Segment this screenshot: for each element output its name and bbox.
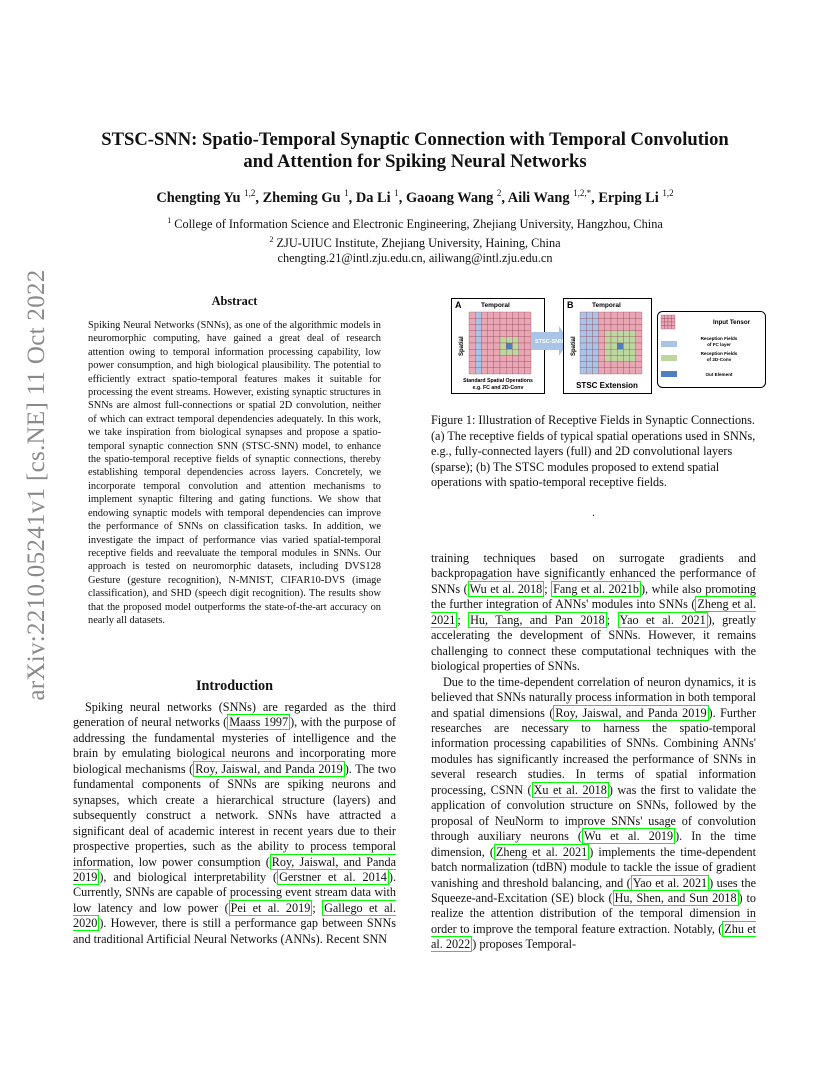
abstract-heading: Abstract — [211, 294, 258, 308]
legend-fc-line-2: of FC layer — [707, 342, 731, 347]
grid-cell — [488, 343, 494, 349]
stray-mark: . — [592, 505, 595, 519]
grid-cell — [617, 318, 623, 324]
author-affiliation-mark: 2 — [496, 188, 502, 198]
grid-cell — [592, 343, 598, 349]
panel-a-spatial-label: Spatial — [459, 336, 465, 356]
grid-cell — [599, 368, 605, 374]
grid-cell — [525, 318, 531, 324]
grid-cell — [512, 355, 518, 361]
panel-a-caption-2: e.g. FC and 2D-Conv — [472, 385, 524, 391]
grid-cell — [525, 331, 531, 337]
grid-cell — [525, 324, 531, 330]
grid-cell — [611, 337, 617, 343]
grid-cell — [481, 324, 487, 330]
grid-cell — [519, 343, 525, 349]
grid-cell — [586, 362, 592, 368]
grid-cell — [611, 312, 617, 318]
grid-cell — [630, 368, 636, 374]
grid-cell — [475, 324, 481, 330]
grid-cell — [605, 337, 611, 343]
grid-cell — [636, 331, 642, 337]
grid-cell — [525, 312, 531, 318]
grid-cell — [475, 318, 481, 324]
grid-cell — [494, 324, 500, 330]
grid-cell — [592, 324, 598, 330]
grid-cell — [481, 355, 487, 361]
grid-cell — [512, 349, 518, 355]
grid-cell — [623, 368, 629, 374]
grid-cell — [580, 355, 586, 361]
citation-link[interactable]: Xu et al. 2018 — [533, 782, 607, 797]
panel-a-caption-1: Standard Spatial Operations — [463, 378, 533, 384]
grid-cell — [636, 368, 642, 374]
author-affiliation-mark: 1 — [394, 188, 399, 198]
grid-cell — [481, 331, 487, 337]
author-name: Gaoang Wang — [405, 189, 494, 206]
grid-cell — [469, 337, 475, 343]
grid-cell — [506, 337, 512, 343]
grid-cell — [500, 324, 506, 330]
introduction-paragraph: Spiking neural networks (SNNs) are regarded as the third generation of neural networks ( Maass 1997 ), with the purpose of addressing the fundamental mysteries of intelligence and the brain by emulating biological neurons and incorporating more biological mechanisms ( Roy, Jaiswal, and Panda 2019 ). The two fundamental components of SNNs are spiking neurons and synapses, which create a hierarchical structure (layers) and subsequently construct a network. SNNs have attracted a significant deal of academic interest in recent years due to their prospective properties, such as the ability to process temporal information, low power consumption ( Roy, Jaiswal, and Panda 2019 ), and biological interpretability ( Gerstner et al. 2014 ). Currently, SNNs are capable of processing event stream data with low latency and low power ( Pei et al. 2019 ; Gallego et al. 2020 ). However, there is still a performance gap between SNNs and traditional Artificial Neural Networks (ANNs). Recent SNN — [73, 700, 396, 946]
grid-cell — [481, 318, 487, 324]
grid-cell — [623, 362, 629, 368]
grid-cell — [617, 312, 623, 318]
grid-cell — [630, 324, 636, 330]
grid-cell — [488, 324, 494, 330]
citation-link[interactable]: Maass 1997 — [229, 715, 289, 730]
grid-cell — [580, 312, 586, 318]
grid-cell — [475, 337, 481, 343]
grid-cell — [630, 337, 636, 343]
grid-cell — [611, 368, 617, 374]
grid-cell — [525, 368, 531, 374]
grid-cell — [469, 312, 475, 318]
grid-cell — [580, 337, 586, 343]
citation-link[interactable]: Fang et al. 2021b — [553, 581, 639, 596]
legend-conv-line-1: Reception Fields — [700, 351, 738, 356]
citation-link[interactable]: Zhu et al. 2022 — [431, 921, 756, 952]
author-list: Chengting Yu $^{1,2}$, Zheming Gu $^1$, Da Li $^1$, Gaoang Wang $^2$, Aili Wang $^{1,2,*}$, Erping Li $^{1,2}$ — [156, 188, 674, 206]
grid-cell — [488, 355, 494, 361]
title-line-1: STSC-SNN: Spatio-Temporal Synaptic Connection with Temporal Convolution — [101, 129, 729, 150]
panel-b-letter: B — [567, 300, 574, 310]
author-name: Chengting Yu — [156, 189, 241, 206]
grid-cell — [636, 343, 642, 349]
grid-cell — [661, 326, 665, 330]
legend-out-label: Out Element — [705, 372, 733, 377]
grid-cell — [623, 337, 629, 343]
grid-cell — [592, 312, 598, 318]
grid-cell — [605, 318, 611, 324]
arrow-label: STSC-SNN — [534, 339, 564, 345]
citation-link[interactable]: Yao et al. 2021 — [619, 612, 706, 627]
legend-conv-swatch — [661, 355, 677, 361]
grid-cell — [469, 362, 475, 368]
grid-cell — [668, 322, 672, 326]
grid-cell — [617, 368, 623, 374]
author-name: Da Li — [355, 189, 391, 206]
grid-cell — [488, 337, 494, 343]
affiliation-1: $^1$ College of Information Science and Electronic Engineering, Zhejiang University, Hangzhou, China — [167, 216, 663, 232]
citation-link[interactable]: Gerstner et al. 2014 — [279, 869, 387, 884]
grid-cell — [661, 319, 665, 323]
grid-cell — [623, 312, 629, 318]
grid-cell — [617, 349, 623, 355]
grid-cell — [605, 331, 611, 337]
grid-cell — [665, 322, 669, 326]
grid-cell — [506, 324, 512, 330]
grid-cell — [500, 368, 506, 374]
grid-cell — [665, 326, 669, 330]
author-emails: chengting.21@intl.zju.edu.cn, ailiwang@intl.zju.edu.cn — [277, 251, 553, 266]
grid-cell — [525, 343, 531, 349]
grid-cell — [469, 331, 475, 337]
grid-cell — [611, 343, 617, 349]
grid-cell — [672, 315, 676, 319]
grid-cell — [580, 318, 586, 324]
grid-cell — [668, 315, 672, 319]
citation-link[interactable]: Yao et al. 2021 — [632, 875, 708, 890]
grid-cell — [672, 322, 676, 326]
grid-cell — [599, 343, 605, 349]
grid-cell — [605, 343, 611, 349]
grid-cell — [599, 362, 605, 368]
grid-cell — [512, 318, 518, 324]
grid-cell — [481, 312, 487, 318]
grid-cell — [592, 331, 598, 337]
grid-cell — [623, 343, 629, 349]
grid-cell — [611, 318, 617, 324]
grid-cell — [630, 318, 636, 324]
grid-cell — [636, 318, 642, 324]
grid-cell — [475, 312, 481, 318]
grid-cell — [636, 337, 642, 343]
grid-cell — [630, 349, 636, 355]
grid-cell — [636, 349, 642, 355]
grid-cell — [586, 331, 592, 337]
right-column-text — [431, 551, 756, 953]
panel-b-temporal-label: Temporal — [592, 302, 621, 309]
grid-cell — [469, 349, 475, 355]
grid-cell — [623, 318, 629, 324]
grid-cell — [469, 355, 475, 361]
grid-cell — [599, 318, 605, 324]
grid-cell — [623, 355, 629, 361]
author-affiliation-mark: 1,2,* — [573, 188, 592, 198]
grid-cell — [475, 355, 481, 361]
grid-cell — [605, 355, 611, 361]
grid-cell — [519, 318, 525, 324]
grid-cell — [506, 368, 512, 374]
grid-cell — [636, 324, 642, 330]
grid-cell — [668, 319, 672, 323]
grid-cell — [506, 312, 512, 318]
grid-cell — [665, 315, 669, 319]
author-name: Aili Wang — [507, 189, 570, 206]
grid-cell — [500, 343, 506, 349]
grid-cell — [469, 318, 475, 324]
grid-cell — [611, 349, 617, 355]
grid-cell — [525, 355, 531, 361]
grid-cell — [481, 337, 487, 343]
author-name: Zheming Gu — [262, 189, 341, 206]
citation-link[interactable]: Roy, Jaiswal, and Panda 2019 — [555, 705, 707, 720]
grid-cell — [599, 331, 605, 337]
citation-link[interactable]: Hu, Tang, and Pan 2018 — [470, 612, 605, 627]
grid-cell — [586, 324, 592, 330]
grid-cell — [494, 312, 500, 318]
grid-cell — [512, 343, 518, 349]
author-name: Erping Li — [598, 189, 659, 206]
grid-cell — [481, 362, 487, 368]
arxiv-identifier: arXiv:2210.05241v1 [cs.NE] 11 Oct 2022 — [23, 269, 50, 701]
grid-cell — [506, 318, 512, 324]
grid-cell — [519, 355, 525, 361]
grid-cell — [623, 349, 629, 355]
grid-cell — [519, 312, 525, 318]
grid-cell — [661, 322, 665, 326]
grid-cell — [519, 362, 525, 368]
grid-cell — [665, 319, 669, 323]
grid-cell — [605, 362, 611, 368]
grid-cell — [592, 349, 598, 355]
grid-cell — [469, 343, 475, 349]
grid-cell — [630, 343, 636, 349]
grid-cell — [630, 355, 636, 361]
grid-cell — [599, 337, 605, 343]
right-paragraph-2: Due to the time-dependent correlation of neuron dynamics, it is believed that SNNs naturally process information in both temporal and spatial dimensions ( Roy, Jaiswal, and Panda 2019 ). Further researches are necessary to harness the spatio-temporal information processing capabilities of SNNs. Combining ANNs' modules has significantly increased the performance of SNNs in several research studies. In terms of spatial information processing, CSNN ( Xu et al. 2018 ) was the first to validate the application of convolution structure on SNNs, followed by the proposal of NeuNorm to improve SNNs' usage of convolution through auxiliary neurons ( Wu et al. 2019 ). In the time dimension, ( Zheng et al. 2021 ) implements the time-dependent batch normalization (tdBN) module to tackle the issue of gradient vanishing and threshold balancing, and ( Yao et al. 2021 ) uses the Squeeze-and-Excitation (SE) block ( Hu, Shen, and Sun 2018 ) to realize the attention distribution of the temporal dimension in order to improve the temporal feature extraction. Notably, ( Zhu et al. 2022 ) proposes Temporal- — [431, 674, 756, 952]
grid-cell — [586, 312, 592, 318]
grid-cell — [469, 324, 475, 330]
grid-cell — [488, 349, 494, 355]
legend-input-label: Input Tensor — [713, 319, 751, 326]
citation-link[interactable]: Roy, Jaiswal, and Panda 2019 — [73, 854, 396, 884]
grid-cell — [506, 355, 512, 361]
legend-fc-swatch — [661, 341, 677, 347]
grid-cell — [506, 349, 512, 355]
grid-cell — [500, 337, 506, 343]
grid-cell — [592, 362, 598, 368]
grid-cell — [488, 318, 494, 324]
grid-cell — [580, 368, 586, 374]
citation-link[interactable]: Hu, Shen, and Sun 2018 — [614, 890, 737, 905]
affiliation-2: $^2$ ZJU-UIUC Institute, Zhejiang University, Haining, China — [269, 235, 561, 251]
grid-cell — [481, 368, 487, 374]
grid-cell — [599, 312, 605, 318]
grid-cell — [611, 355, 617, 361]
grid-cell — [592, 337, 598, 343]
grid-cell — [494, 343, 500, 349]
grid-cell — [617, 324, 623, 330]
author-affiliation-mark: 1,2 — [244, 188, 256, 198]
grid-cell — [500, 355, 506, 361]
grid-cell — [512, 362, 518, 368]
grid-cell — [494, 331, 500, 337]
legend-conv-line-2: of 2D-Conv — [706, 357, 732, 362]
author-affiliation-mark: 1,2 — [662, 188, 674, 198]
grid-cell — [617, 331, 623, 337]
grid-cell — [592, 318, 598, 324]
grid-cell — [623, 324, 629, 330]
grid-cell — [580, 349, 586, 355]
grid-cell — [469, 368, 475, 374]
grid-cell — [494, 349, 500, 355]
affiliations — [60, 213, 770, 266]
grid-cell — [580, 343, 586, 349]
title-line-2: and Attention for Spiking Neural Networks — [243, 151, 587, 172]
panel-b-grid — [580, 312, 642, 374]
grid-cell — [605, 312, 611, 318]
grid-cell — [512, 324, 518, 330]
grid-cell — [672, 319, 676, 323]
grid-cell — [611, 324, 617, 330]
grid-cell — [605, 368, 611, 374]
grid-cell — [586, 343, 592, 349]
grid-cell — [519, 349, 525, 355]
grid-cell — [500, 312, 506, 318]
grid-cell — [605, 349, 611, 355]
grid-cell — [500, 331, 506, 337]
grid-cell — [481, 343, 487, 349]
grid-cell — [672, 326, 676, 330]
citation-link[interactable]: Zheng et al. 2021 — [431, 597, 757, 627]
grid-cell — [636, 362, 642, 368]
grid-cell — [592, 355, 598, 361]
grid-cell — [592, 368, 598, 374]
grid-cell — [623, 331, 629, 337]
grid-cell — [617, 343, 623, 349]
legend-input-grid — [661, 315, 675, 329]
figure-1-caption: Figure 1: Illustration of Receptive Fields in Synaptic Connections. (a) The receptive fields of typical spatial operations used in SNNs, e.g., fully-connected layers (full) and 2D convolutional layers (sparse); (b) The STSC modules proposed to extend spatial operations with spatio-temporal receptive fields. — [431, 413, 756, 489]
grid-cell — [488, 362, 494, 368]
citation-link[interactable]: Wu et al. 2018 — [469, 581, 543, 596]
panel-a-grid — [469, 312, 531, 374]
right-paragraph-1: training techniques based on surrogate gradients and backpropagation have significantly enhanced the performance of SNNs ( Wu et al. 2018 ; Fang et al. 2021b ), while also promoting the further integration of ANNs' modules into SNNs ( Zheng et al. 2021 ; Hu, Tang, and Pan 2018 ; Yao et al. 2021 ), greatly accelerating the development of SNNs. However, it remains challenging to connect these computational techniques with the biological properties of SNNs. — [431, 551, 757, 674]
grid-cell — [506, 331, 512, 337]
grid-cell — [512, 312, 518, 318]
grid-cell — [494, 355, 500, 361]
grid-cell — [475, 362, 481, 368]
panel-a-temporal-label: Temporal — [481, 302, 510, 309]
grid-cell — [630, 312, 636, 318]
introduction-heading: Introduction — [196, 678, 273, 694]
grid-cell — [599, 349, 605, 355]
grid-cell — [494, 368, 500, 374]
grid-cell — [494, 362, 500, 368]
legend-fc-line-1: Reception Fields — [700, 336, 738, 341]
grid-cell — [475, 349, 481, 355]
grid-cell — [586, 355, 592, 361]
panel-b-caption: STSC Extension — [576, 381, 638, 390]
grid-cell — [611, 362, 617, 368]
grid-cell — [617, 355, 623, 361]
grid-cell — [630, 331, 636, 337]
grid-cell — [586, 318, 592, 324]
introduction-column — [73, 700, 396, 947]
grid-cell — [494, 318, 500, 324]
grid-cell — [586, 368, 592, 374]
grid-cell — [519, 324, 525, 330]
grid-cell — [500, 362, 506, 368]
grid-cell — [519, 368, 525, 374]
grid-cell — [506, 343, 512, 349]
grid-cell — [586, 337, 592, 343]
grid-cell — [611, 331, 617, 337]
grid-cell — [525, 362, 531, 368]
grid-cell — [481, 349, 487, 355]
citation-link[interactable]: Gallego et al. 2020 — [73, 900, 396, 931]
grid-cell — [475, 331, 481, 337]
grid-cell — [617, 362, 623, 368]
grid-cell — [668, 326, 672, 330]
grid-cell — [500, 318, 506, 324]
grid-cell — [586, 349, 592, 355]
figure-1 — [451, 298, 772, 398]
grid-cell — [519, 337, 525, 343]
grid-cell — [512, 331, 518, 337]
grid-cell — [488, 331, 494, 337]
citation-link[interactable]: Pei et al. 2019 — [230, 900, 311, 915]
panel-a-letter: A — [455, 300, 462, 310]
citation-link[interactable]: Zheng et al. 2021 — [495, 844, 588, 859]
grid-cell — [512, 337, 518, 343]
grid-cell — [605, 324, 611, 330]
grid-cell — [599, 355, 605, 361]
citation-link[interactable]: Roy, Jaiswal, and Panda 2019 — [195, 761, 343, 776]
grid-cell — [580, 331, 586, 337]
grid-cell — [525, 337, 531, 343]
grid-cell — [636, 355, 642, 361]
grid-cell — [488, 312, 494, 318]
abstract-text: Spiking Neural Networks (SNNs), as one of the algorithmic models in neuromorphic computing, have gained a great deal of research attention owing to temporal information processing capability, low power consumption, and high biological plausibility. The potential to efficiently extract spatio-temporal features makes it suitable for processing the event streams. However, existing synaptic structures in SNNs are almost full-connections or spatial 2D convolution, neither of which can extract temporal dependencies adequately. In this work, we take inspiration from biological synapses and propose a spatio-temporal synaptic connection SNN (STSC-SNN) model, to enhance the spatio-temporal receptive fields of synaptic connections, thereby establishing temporal dependencies across layers. Concretely, we incorporate temporal convolution and attention mechanisms to implement synaptic filtering and gating functions. We show that endowing synaptic models with temporal dependencies can improve the performance of SNNs on classification tasks. In addition, we investigate the impact of performance vias varied spatial-temporal receptive fields and reevaluate the temporal modules in SNNs. Our approach is tested on neuromorphic datasets, including DVS128 Gesture (gesture recognition), N-MNIST, CIFAR10-DVS (image classification), and SHD (speech digit recognition). The results show that the proposed model outperforms the state-of-the-art accuracy on nearly all datasets. — [88, 320, 381, 626]
grid-cell — [617, 337, 623, 343]
grid-cell — [475, 343, 481, 349]
grid-cell — [580, 362, 586, 368]
grid-cell — [494, 337, 500, 343]
grid-cell — [488, 368, 494, 374]
grid-cell — [475, 368, 481, 374]
grid-cell — [519, 331, 525, 337]
grid-cell — [512, 368, 518, 374]
paper-title — [60, 129, 770, 173]
grid-cell — [500, 349, 506, 355]
legend-out-swatch — [661, 371, 677, 377]
citation-link[interactable]: Wu et al. 2019 — [583, 829, 674, 844]
author-affiliation-mark: 1 — [344, 188, 349, 198]
panel-b-spatial-label: Spatial — [571, 336, 577, 356]
grid-cell — [580, 324, 586, 330]
grid-cell — [630, 362, 636, 368]
grid-cell — [636, 312, 642, 318]
grid-cell — [506, 362, 512, 368]
grid-cell — [661, 315, 665, 319]
grid-cell — [525, 349, 531, 355]
grid-cell — [599, 324, 605, 330]
